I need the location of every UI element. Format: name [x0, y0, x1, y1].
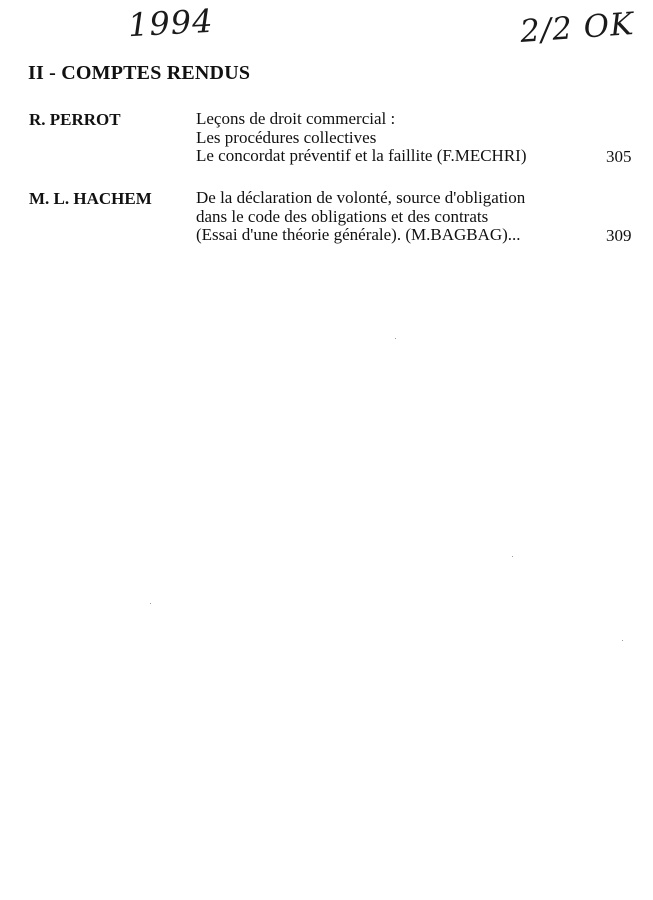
scan-speck [150, 603, 151, 604]
section-heading: II - COMPTES RENDUS [28, 62, 251, 84]
entry-title-line: Le concordat préventif et la faillite (F.MECHRI) [196, 146, 527, 165]
entry-author: R. PERROT [29, 110, 121, 129]
scan-speck [512, 556, 513, 557]
scan-speck [395, 338, 396, 339]
entry-page-number: 309 [606, 226, 632, 245]
entry-title-line: (Essai d'une théorie générale). (M.BAGBAG)... [196, 225, 521, 244]
scan-speck [622, 640, 623, 641]
handwritten-ok-annotation: 2/2 OK [518, 6, 636, 50]
entry-page-number: 305 [606, 147, 632, 166]
entry-title-line: Les procédures collectives [196, 127, 377, 147]
entry-title-line: De la déclaration de volonté, source d'obligation [196, 188, 526, 207]
entry-title [196, 189, 636, 245]
entry-author: M. L. HACHEM [29, 189, 152, 208]
entry-title-line: Leçons de droit commercial : [196, 109, 396, 128]
entry-title [196, 110, 636, 166]
entry-title-line: dans le code des obligations et des contrats [196, 206, 489, 226]
handwritten-year-annotation: 1994 [127, 1, 215, 45]
